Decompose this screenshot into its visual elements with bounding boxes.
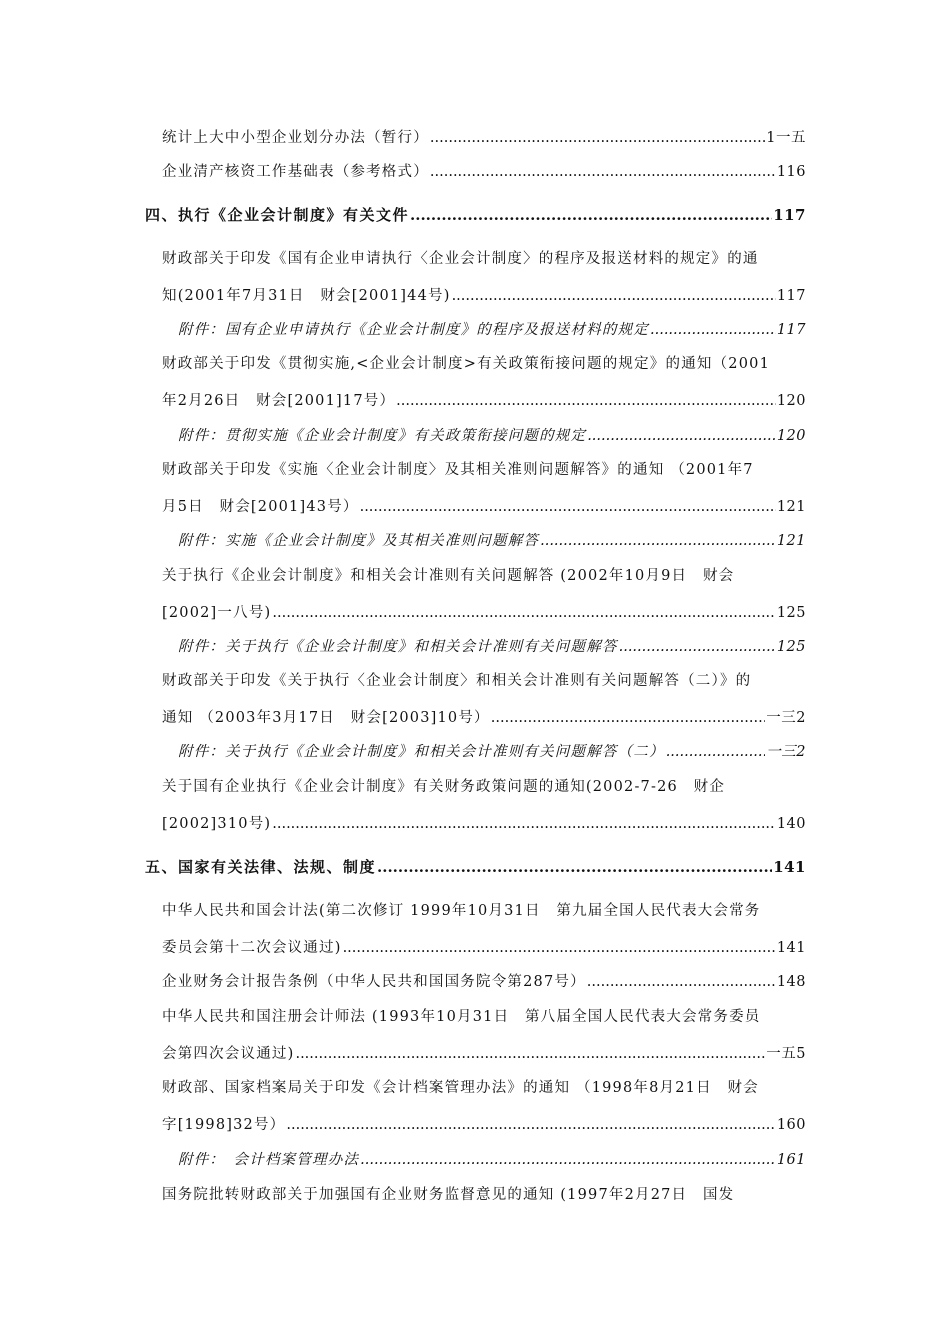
toc-page-number: 141 bbox=[776, 940, 806, 956]
toc-leader-dots bbox=[377, 857, 772, 877]
toc-entry-title-cont: 委员会第十二次会议通过) bbox=[162, 940, 342, 956]
toc-entry bbox=[162, 603, 806, 623]
toc-entry-title-cont: [2002]310号) bbox=[162, 816, 272, 832]
toc-entry-title: 国务院批转财政部关于加强国有企业财务监督意见的通知 (1997年2月27日 国发 bbox=[162, 1187, 735, 1203]
toc-entry bbox=[162, 391, 806, 411]
toc-leader-dots bbox=[272, 603, 775, 623]
toc-leader-dots bbox=[396, 391, 776, 411]
toc-attachment-title: 附件：国有企业申请执行《企业会计制度》的程序及报送材料的规定 bbox=[178, 322, 649, 338]
toc-entry-title: 财政部关于印发《关于执行〈企业会计制度〉和相关会计准则有关问题解答（二）》的 bbox=[162, 673, 752, 689]
toc-leader-dots bbox=[272, 814, 776, 834]
toc-leader-dots bbox=[540, 531, 776, 551]
toc-entry-line bbox=[162, 901, 806, 921]
toc-entry-line bbox=[162, 1185, 806, 1205]
toc-entry bbox=[162, 286, 806, 306]
toc-attachment-title: 附件：实施《企业会计制度》及其相关准则问题解答 bbox=[178, 533, 540, 549]
toc-attachment bbox=[178, 426, 806, 446]
toc-page-number: 148 bbox=[776, 974, 806, 990]
toc-page-number: 121 bbox=[776, 533, 806, 549]
toc-page-number: 121 bbox=[776, 499, 806, 515]
toc-entry bbox=[162, 1044, 806, 1064]
toc-entry bbox=[162, 162, 806, 182]
toc-entry-line bbox=[162, 566, 806, 586]
toc-attachment bbox=[178, 1150, 806, 1170]
toc-entry-title: 统计上大中小型企业划分办法（暂行） bbox=[162, 130, 429, 146]
toc-entry bbox=[162, 814, 806, 834]
toc-page-number: 125 bbox=[776, 605, 806, 621]
toc-page-number: 117 bbox=[773, 206, 806, 224]
toc-entry-title: 中华人民共和国会计法(第二次修订 1999年10月31日 第九届全国人民代表大会常务 bbox=[162, 903, 761, 919]
toc-attachment-title: 附件：贯彻实施《企业会计制度》有关政策衔接问题的规定 bbox=[178, 428, 587, 444]
toc-entry-title: 财政部关于印发《实施〈企业会计制度〉及其相关准则问题解答》的通知 （2001年7 bbox=[162, 462, 754, 478]
toc-entry-title: 财政部关于印发《国有企业申请执行〈企业会计制度〉的程序及报送材料的规定》的通 bbox=[162, 251, 759, 267]
toc-entry-line bbox=[162, 354, 806, 374]
toc-page-number: 117 bbox=[776, 322, 806, 338]
toc-entry-title-cont: 通知 （2003年3月17日 财会[2003]10号） bbox=[162, 710, 490, 726]
toc-section-title: 四、执行《企业会计制度》有关文件 bbox=[145, 206, 410, 224]
toc-attachment-title: 附件：关于执行《企业会计制度》和相关会计准则有关问题解答（二） bbox=[178, 744, 665, 760]
toc-leader-dots bbox=[452, 286, 776, 306]
toc-leader-dots bbox=[587, 426, 776, 446]
toc-entry bbox=[162, 938, 806, 958]
toc-leader-dots bbox=[410, 205, 772, 225]
toc-entry-title: 中华人民共和国注册会计师法 (1993年10月31日 第八届全国人民代表大会常务委员 bbox=[162, 1009, 761, 1025]
toc-page-number: 1一五 bbox=[766, 130, 806, 146]
toc-leader-dots bbox=[360, 497, 776, 517]
toc-entry-line bbox=[162, 671, 806, 691]
toc-entry-title-cont: 会第四次会议通过) bbox=[162, 1046, 295, 1062]
toc-leader-dots bbox=[650, 320, 776, 340]
toc-leader-dots bbox=[295, 1044, 765, 1064]
toc-leader-dots bbox=[666, 742, 766, 762]
toc-attachment-title: 附件： 会计档案管理办法 bbox=[178, 1152, 360, 1168]
toc-entry-title: 关于执行《企业会计制度》和相关会计准则有关问题解答 (2002年10月9日 财会 bbox=[162, 568, 735, 584]
toc-leader-dots bbox=[286, 1115, 775, 1135]
toc-attachment bbox=[178, 637, 806, 657]
toc-entry bbox=[162, 128, 806, 148]
toc-attachment bbox=[178, 320, 806, 340]
toc-page-number: 125 bbox=[776, 639, 806, 655]
toc-entry-title-cont: 月5日 财会[2001]43号） bbox=[162, 499, 359, 515]
toc-section-title: 五、国家有关法律、法规、制度 bbox=[145, 858, 377, 876]
toc-entry-title: 财政部关于印发《贯彻实施,<企业会计制度>有关政策衔接问题的规定》的通知（2001 bbox=[162, 356, 771, 372]
toc-attachment-title: 附件：关于执行《企业会计制度》和相关会计准则有关问题解答 bbox=[178, 639, 618, 655]
toc-page-number: 161 bbox=[776, 1152, 806, 1168]
toc-entry-line bbox=[162, 1007, 806, 1027]
toc-entry bbox=[162, 497, 806, 517]
toc-page-number: 一三2 bbox=[766, 710, 806, 726]
toc-page-number: 117 bbox=[776, 288, 806, 304]
toc-page-number: 116 bbox=[776, 164, 806, 180]
toc-entry-line bbox=[162, 1078, 806, 1098]
toc-page-number: 一五5 bbox=[766, 1046, 806, 1062]
toc-entry-title-cont: 字[1998]32号） bbox=[162, 1117, 286, 1133]
toc-leader-dots bbox=[360, 1150, 776, 1170]
toc-section-heading bbox=[145, 205, 806, 225]
toc-page-number: 141 bbox=[773, 858, 806, 876]
toc-leader-dots bbox=[619, 637, 776, 657]
toc-page-number: 120 bbox=[776, 393, 806, 409]
toc-entry-line bbox=[162, 460, 806, 480]
toc-leader-dots bbox=[587, 972, 776, 992]
toc-entry bbox=[162, 1115, 806, 1135]
toc-section-heading bbox=[145, 857, 806, 877]
toc-entry-title-cont: 知(2001年7月31日 财会[2001]44号) bbox=[162, 288, 451, 304]
toc-entry-title: 财政部、国家档案局关于印发《会计档案管理办法》的通知 （1998年8月21日 财会 bbox=[162, 1080, 759, 1096]
toc-page-number: 一三2 bbox=[766, 744, 806, 760]
toc-entry-line bbox=[162, 777, 806, 797]
toc-attachment bbox=[178, 742, 806, 762]
toc-entry-title-cont: 年2月26日 财会[2001]17号） bbox=[162, 393, 396, 409]
toc-entry-line bbox=[162, 249, 806, 269]
toc-leader-dots bbox=[430, 162, 776, 182]
toc-page-number: 120 bbox=[776, 428, 806, 444]
toc-attachment bbox=[178, 531, 806, 551]
toc-entry bbox=[162, 972, 806, 992]
toc-leader-dots bbox=[491, 708, 766, 728]
toc-entry-title: 关于国有企业执行《企业会计制度》有关财务政策问题的通知(2002-7-26 财企 bbox=[162, 779, 726, 795]
toc-page-number: 160 bbox=[776, 1117, 806, 1133]
toc-entry-title: 企业清产核资工作基础表（参考格式） bbox=[162, 164, 429, 180]
toc-entry bbox=[162, 708, 806, 728]
toc-entry-title: 企业财务会计报告条例（中华人民共和国国务院令第287号） bbox=[162, 974, 586, 990]
toc-leader-dots bbox=[430, 128, 765, 148]
toc-leader-dots bbox=[343, 938, 776, 958]
toc-page-number: 140 bbox=[776, 816, 806, 832]
toc-entry-title-cont: [2002]一八号) bbox=[162, 605, 272, 621]
